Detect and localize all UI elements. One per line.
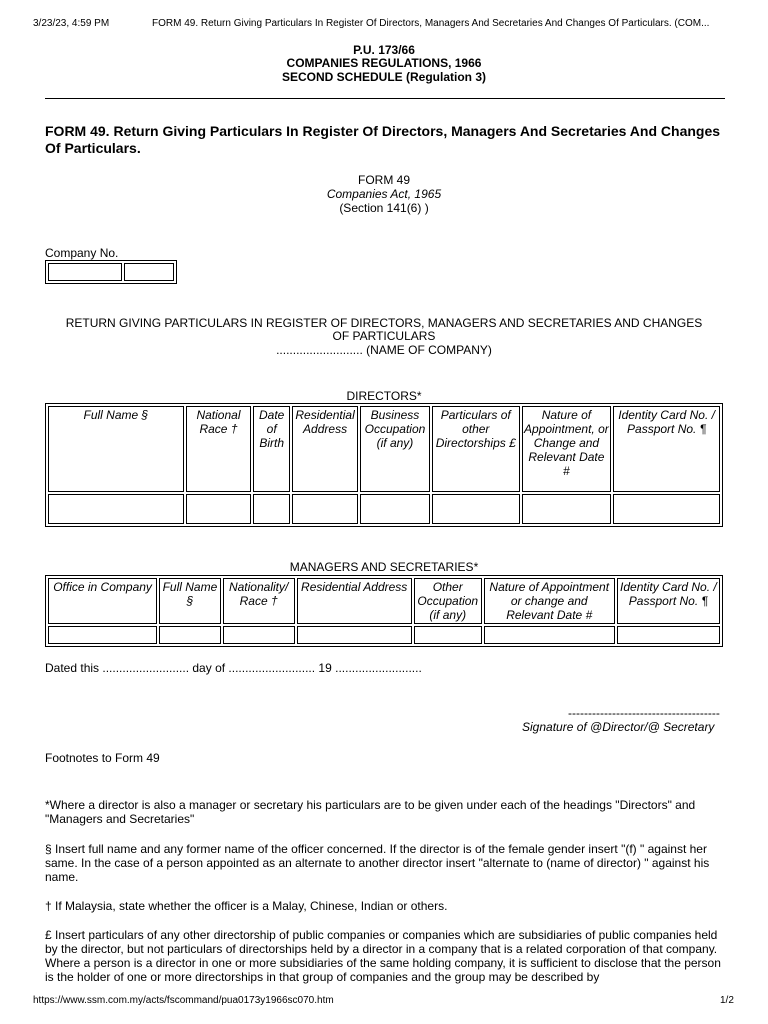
managers-header-race: Nationality/ Race † (223, 578, 295, 624)
company-no-boxes (45, 260, 177, 284)
print-url: https://www.ssm.com.my/acts/fscommand/pua0173y1966sc070.htm (33, 995, 334, 1006)
return-title-line-1: RETURN GIVING PARTICULARS IN REGISTER OF DIRECTORS, MANAGERS AND SECRETARIES AND CHANGES (65, 316, 703, 330)
directors-header-dob: Date of Birth (253, 406, 290, 492)
managers-cell-appointment[interactable] (484, 626, 615, 644)
directors-caption: DIRECTORS* (346, 389, 422, 403)
signature-line: -------------------------------------- (568, 706, 720, 720)
managers-cell-id[interactable] (617, 626, 720, 644)
print-page-title: FORM 49. Return Giving Particulars In Register Of Directors, Managers And Secretaries And Changes Of Particulars. (COM... (152, 18, 710, 29)
company-no-box-2[interactable] (124, 263, 174, 281)
directors-header-full-name: Full Name § (48, 406, 184, 492)
return-title-line-3: .......................... (NAME OF COMPANY) (276, 343, 492, 357)
directors-header-race: National Race † (186, 406, 252, 492)
managers-header-id: Identity Card No. / Passport No. ¶ (617, 578, 720, 624)
managers-cell-address[interactable] (297, 626, 412, 644)
page-title: FORM 49. Return Giving Particulars In Register Of Directors, Managers And Secretaries And Changes Of Particulars. (45, 123, 721, 156)
directors-cell-address[interactable] (292, 494, 358, 524)
print-datetime: 3/23/23, 4:59 PM (33, 18, 110, 29)
directors-table (45, 403, 723, 527)
form-name: FORM 49 (357, 173, 410, 187)
managers-table (45, 575, 723, 647)
directors-cell-directorships[interactable] (432, 494, 520, 524)
footnotes-title: Footnotes to Form 49 (45, 751, 160, 765)
managers-header-appointment: Nature of Appointment or change and Relevant Date # (484, 578, 615, 624)
managers-caption: MANAGERS AND SECRETARIES* (289, 560, 479, 574)
footnote-race: † If Malaysia, state whether the officer is a Malay, Chinese, Indian or others. (45, 899, 448, 913)
directors-cell-race[interactable] (186, 494, 252, 524)
footnote-full-name: § Insert full name and any former name of the officer concerned. If the director is of the female gender insert "(f) " against her same. In the case of a person appointed as an alternate to another director insert "alternate to (name of director) " against his name. (45, 842, 710, 884)
managers-cell-race[interactable] (223, 626, 295, 644)
directors-cell-full-name[interactable] (48, 494, 184, 524)
footnote-directors: *Where a director is also a manager or secretary his particulars are to be given under each of the headings "Directors" and "Managers and Secretaries" (45, 798, 696, 826)
return-title-line-2: OF PARTICULARS (332, 329, 436, 343)
regulation-number: P.U. 173/66 (353, 43, 415, 57)
directors-cell-occupation[interactable] (360, 494, 430, 524)
managers-header-full-name: Full Name § (159, 578, 221, 624)
managers-cell-full-name[interactable] (159, 626, 221, 644)
form-section: (Section 141(6) ) (339, 201, 429, 215)
directors-cell-appointment[interactable] (522, 494, 612, 524)
regulation-name: COMPANIES REGULATIONS, 1966 (286, 56, 482, 70)
directors-header-id: Identity Card No. / Passport No. ¶ (613, 406, 720, 492)
managers-header-office: Office in Company (48, 578, 157, 624)
company-no-box-1[interactable] (48, 263, 122, 281)
print-page-number: 1/2 (720, 995, 734, 1006)
managers-cell-occupation[interactable] (414, 626, 482, 644)
footnote-directorships: £ Insert particulars of any other directorship of public companies or companies which are subsidiaries of public companies held by the director, but not particulars of directorships held by a director in a company that is a related corporation of that company. Where a person is a director in one or more subsidiaries of the same holding company, it is sufficient to disclose that the person is the holder of one or more directorships in that group of companies and the group may be described by (45, 928, 721, 984)
schedule-name: SECOND SCHEDULE (Regulation 3) (281, 70, 486, 84)
divider (45, 98, 725, 99)
directors-cell-id[interactable] (613, 494, 720, 524)
directors-header-appointment: Nature of Appointment, or Change and Relevant Date # (522, 406, 612, 492)
managers-cell-office[interactable] (48, 626, 157, 644)
directors-header-occupation: Business Occupation (if any) (360, 406, 430, 492)
directors-header-directorships: Particulars of other Directorships £ (432, 406, 520, 492)
directors-cell-dob[interactable] (253, 494, 290, 524)
directors-header-address: Residential Address (292, 406, 358, 492)
dated-line: Dated this .......................... day of .......................... 19 .......................... (45, 661, 422, 675)
managers-header-occupation: Other Occupation (if any) (414, 578, 482, 624)
managers-header-address: Residential Address (297, 578, 412, 624)
company-no-label: Company No. (45, 246, 119, 260)
signature-label: Signature of @Director/@ Secretary (522, 720, 715, 734)
form-act: Companies Act, 1965 (326, 187, 442, 201)
